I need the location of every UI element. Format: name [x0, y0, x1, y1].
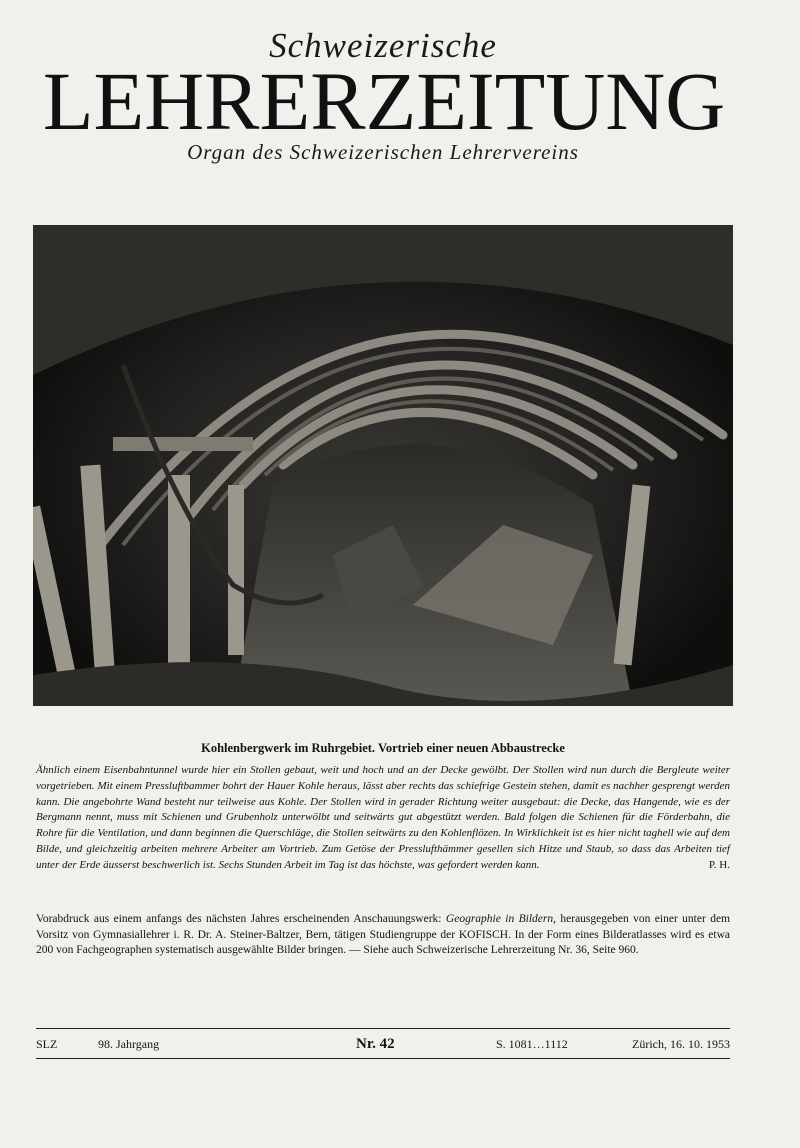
note-part2: herausgegeben von einer unter dem Vorsitz von Gymnasiallehrer i. R. Dr. A. Steiner-Baltzer, Bern, tätigen Studiengruppe der KOFISCH. In der Form eines Bilderatlasses wird es etwa 200 von Fachgeographen systematisch ausgewählte Bilder bringen. — Siehe auch Schweizerische Lehrerzeitung Nr. 36, Seite 960. [36, 913, 731, 957]
caption-initials: P. H. [708, 858, 730, 871]
footer [36, 1036, 730, 1052]
note-work-title: Geographie in Bildern, [445, 913, 556, 925]
masthead-subtitle: Schweizerische [269, 26, 497, 65]
footer-volume: 98. Jahrgang [98, 1037, 160, 1051]
masthead-title: LEHRERZEITUNG [42, 55, 726, 147]
footer-place-date: Zürich, 16. 10. 1953 [632, 1037, 730, 1051]
masthead-organ: Organ des Schweizerischen Lehrervereins [187, 140, 579, 164]
publication-note [36, 912, 730, 959]
caption-title: Kohlenbergwerk im Ruhrgebiet. Vortrieb einer neuen Abbaustrecke [201, 741, 565, 755]
coal-mine-illustration [33, 225, 733, 706]
caption-text: Ähnlich einem Eisenbahntunnel wurde hier ein Stollen gebaut, weit und hoch und an der Decke gewölbt. Der Stollen wird nun durch die Bergleute weiter vorgetrieben. Mit einem Pressluftbammer bohrt der Hauer Kohle heraus, lässt aber rechts das schiefrige Gestein stehen, damit es nachher gesprengt werden kann. Die angebohrte Wand besteht nur teilweise aus Kohle. Der Stollen wird in gerader Richtung weiter ausgebaut: die Decke, das Hangende, wie es der Bergmann nennt, muss mit Schienen und Grubenholz unterwölbt und seitwärts gut abgestützt werden. Bald folgen die Schienen für die Förderbahn, die Rohre für die Ventilation, und dann beginnen die Querschläge, die Stollen seitwärts zu den Kohlenflözen. In Wirklichkeit ist es hier nicht taghell wie auf dem Bilde, und gleichzeitig arbeiten mehrere Arbeiter am Vortrieb. Zum Getöse der Presslufthämmer gesellen sich Hitze und Staub, so dass das Arbeiten tief unter der Erde äusserst beschwerlich ist. Sechs Stunden Arbeit im Tag ist das höchste, was gefordert werden kann. [36, 764, 730, 871]
note-part1: Vorabdruck aus einem anfangs des nächsten Jahres erscheinenden Anschauungswerk: [36, 913, 446, 925]
footer-rule-top [36, 1028, 730, 1029]
footer-rule-bottom [36, 1058, 730, 1059]
footer-abbr: SLZ [36, 1037, 58, 1051]
footer-issue: Nr. 42 [356, 1036, 395, 1052]
caption-body [36, 763, 730, 874]
coal-mine-photo [33, 225, 733, 706]
footer-pages: S. 1081…1112 [496, 1037, 568, 1051]
